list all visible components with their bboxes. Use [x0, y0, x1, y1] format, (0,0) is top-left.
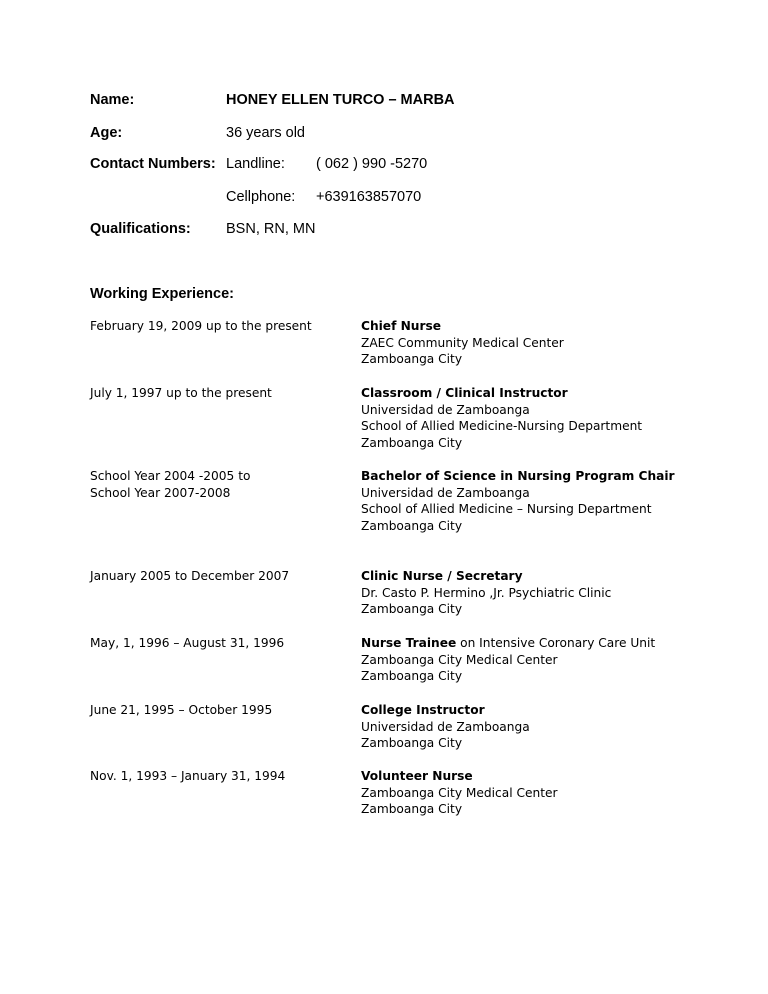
experience-detail — [361, 318, 564, 368]
experience-detail-line: Universidad de Zamboanga — [361, 402, 530, 417]
age-value: 36 years old — [226, 125, 305, 141]
experience-date — [90, 635, 284, 652]
experience-role-line — [361, 468, 675, 485]
landline-value: ( 062 ) 990 -5270 — [316, 156, 428, 172]
experience-date-line: January 2005 to December 2007 — [90, 569, 290, 583]
experience-detail-line: School of Allied Medicine – Nursing Department — [361, 502, 652, 517]
name-value: HONEY ELLEN TURCO – MARBA — [226, 92, 455, 108]
working-experience-title: Working Experience: — [90, 286, 234, 302]
experience-role-line — [361, 568, 611, 585]
name-label: Name: — [90, 92, 135, 108]
experience-role: Classroom / Clinical Instructor — [361, 386, 568, 400]
experience-role-suffix: on Intensive Coronary Care Unit — [456, 636, 656, 650]
experience-date-line: June 21, 1995 – October 1995 — [90, 703, 273, 717]
contact-label: Contact Numbers: — [90, 156, 216, 172]
experience-detail — [361, 385, 642, 452]
experience-date — [90, 318, 312, 335]
experience-role: Volunteer Nurse — [361, 769, 473, 783]
qualifications-value: BSN, RN, MN — [226, 221, 316, 237]
experience-detail-line: Universidad de Zamboanga — [361, 485, 530, 500]
experience-detail-line: Dr. Casto P. Hermino ,Jr. Psychiatric Clinic — [361, 585, 612, 600]
experience-detail-line: Zamboanga City — [361, 669, 463, 684]
experience-detail-line: ZAEC Community Medical Center — [361, 335, 564, 350]
cellphone-value: +639163857070 — [316, 189, 422, 205]
experience-detail-line: School of Allied Medicine-Nursing Department — [361, 419, 643, 434]
experience-role-line — [361, 702, 530, 719]
experience-detail — [361, 568, 611, 618]
experience-detail-line: Zamboanga City — [361, 352, 463, 367]
experience-role: College Instructor — [361, 703, 485, 717]
qualifications-label: Qualifications: — [90, 221, 191, 237]
experience-date — [90, 702, 272, 719]
experience-date — [90, 468, 250, 501]
experience-role-line — [361, 768, 558, 785]
experience-role-line — [361, 635, 655, 652]
experience-date-line: February 19, 2009 up to the present — [90, 319, 312, 333]
experience-role-line — [361, 385, 642, 402]
experience-detail-line: Zamboanga City — [361, 519, 463, 534]
experience-detail-line: Zamboanga City — [361, 436, 463, 451]
experience-role: Chief Nurse — [361, 319, 442, 333]
experience-detail — [361, 768, 558, 818]
experience-date-line: Nov. 1, 1993 – January 31, 1994 — [90, 769, 286, 783]
experience-detail-line: Zamboanga City — [361, 602, 463, 617]
experience-detail-line: Zamboanga City — [361, 736, 463, 751]
experience-date-line: School Year 2004 -2005 to — [90, 469, 251, 483]
experience-detail-line: Zamboanga City Medical Center — [361, 652, 558, 667]
experience-date-line: May, 1, 1996 – August 31, 1996 — [90, 636, 285, 650]
experience-detail-line: Universidad de Zamboanga — [361, 719, 530, 734]
experience-detail — [361, 468, 675, 535]
experience-role-line — [361, 318, 564, 335]
experience-detail — [361, 702, 530, 752]
experience-detail — [361, 635, 655, 685]
experience-role: Bachelor of Science in Nursing Program Chair — [361, 469, 675, 483]
experience-role: Nurse Trainee — [361, 636, 457, 650]
experience-date-line: School Year 2007-2008 — [90, 485, 231, 500]
experience-date — [90, 568, 289, 585]
age-label: Age: — [90, 125, 123, 141]
experience-detail-line: Zamboanga City Medical Center — [361, 785, 558, 800]
cellphone-label: Cellphone: — [226, 189, 296, 205]
experience-date — [90, 768, 285, 785]
experience-date-line: July 1, 1997 up to the present — [90, 386, 272, 400]
experience-role: Clinic Nurse / Secretary — [361, 569, 523, 583]
experience-detail-line: Zamboanga City — [361, 802, 463, 817]
experience-date — [90, 385, 272, 402]
landline-label: Landline: — [226, 156, 285, 172]
